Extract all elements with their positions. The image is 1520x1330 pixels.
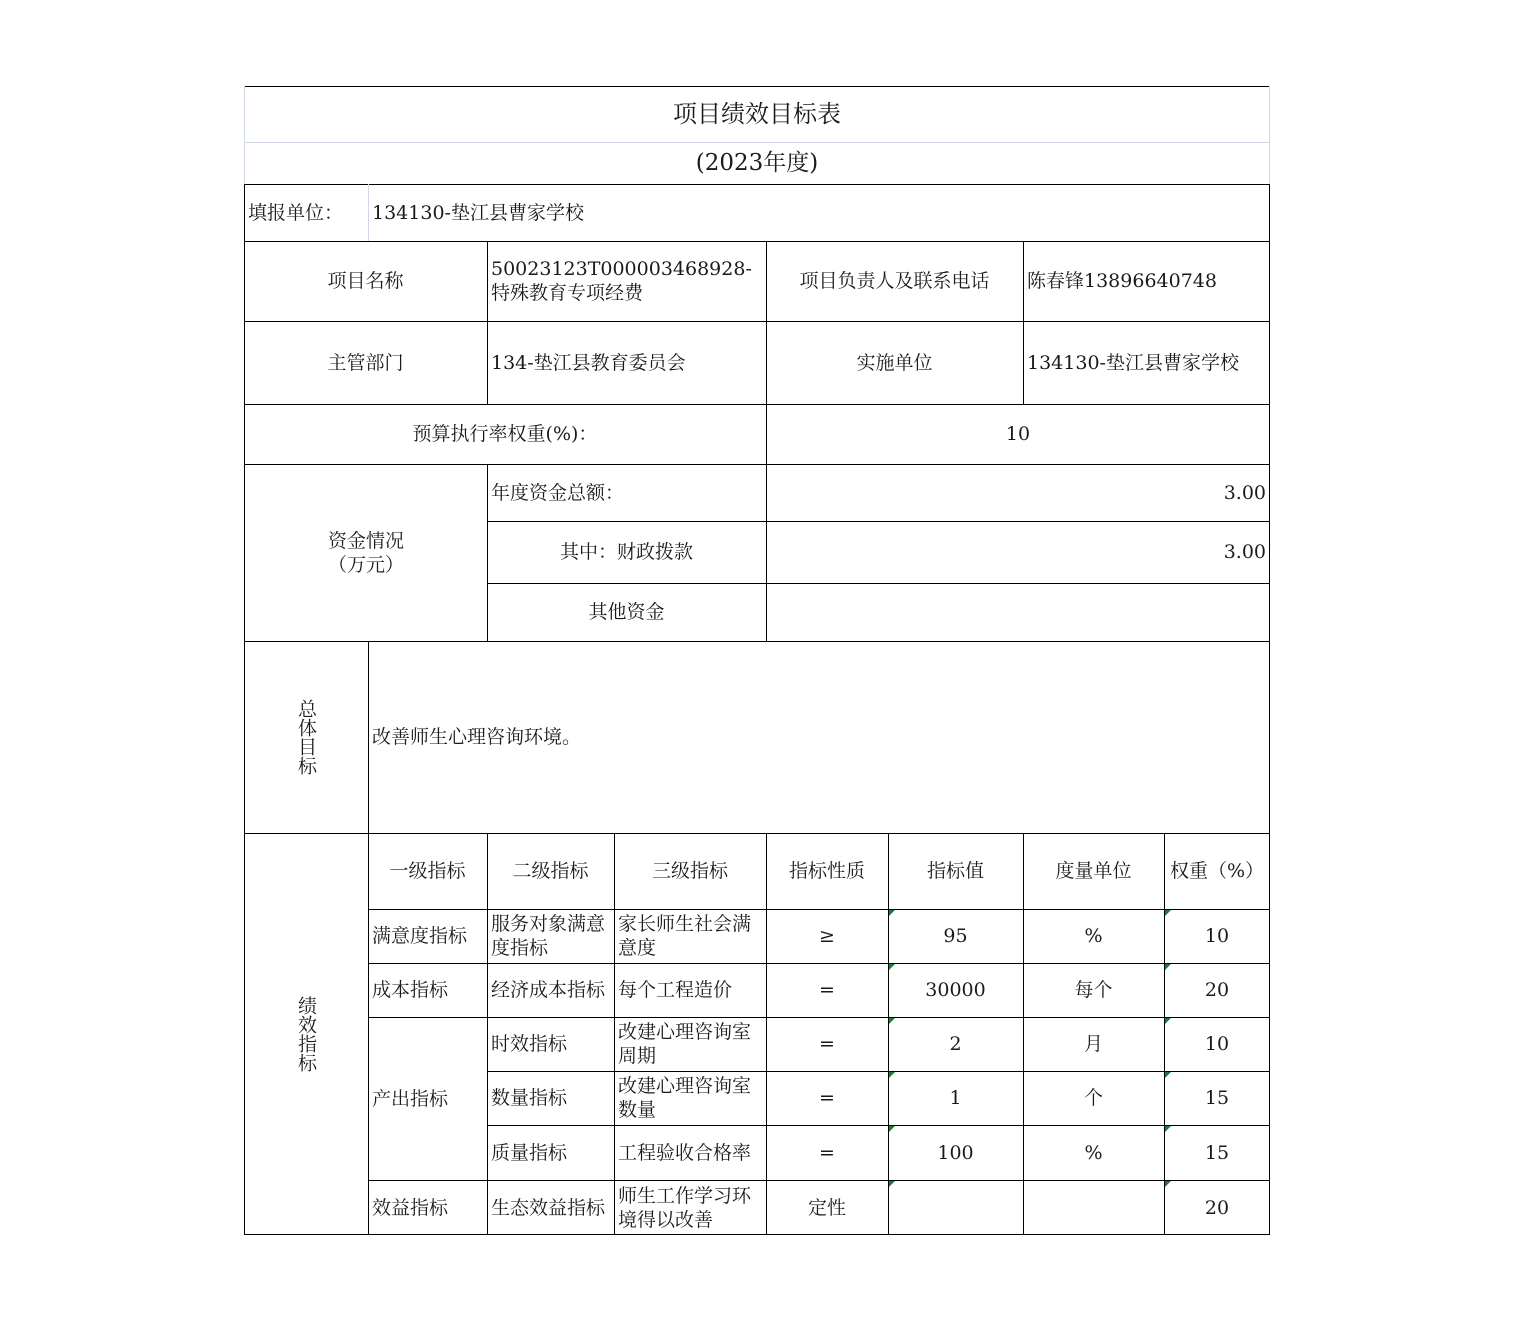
row-weight: 20 <box>1204 1196 1230 1219</box>
perf-label <box>244 833 368 1235</box>
row-level2: 质量指标 <box>491 1141 568 1164</box>
row-nature: = <box>819 1087 835 1109</box>
funds-total-value: 3.00 <box>1223 481 1266 504</box>
level1-benefit: 效益指标 <box>372 1196 449 1219</box>
row-level3: 每个工程造价 <box>618 979 733 1001</box>
level1-satisfaction: 满意度指标 <box>372 925 468 947</box>
row-value: 30000 <box>925 979 986 1001</box>
level1-output: 产出指标 <box>372 1087 449 1110</box>
funds-fiscal-label: 其中：财政拨款 <box>559 541 693 563</box>
header-level1: 一级指标 <box>389 860 466 882</box>
level1-cost: 成本指标 <box>372 979 449 1001</box>
header-weight: 权重（%） <box>1169 860 1265 882</box>
funds-fiscal-value: 3.00 <box>1223 541 1266 563</box>
row-unit: % <box>1084 925 1103 947</box>
cell-comment-flag-icon <box>1165 910 1171 916</box>
dept-label: 主管部门 <box>327 351 404 374</box>
row-value: 100 <box>937 1141 974 1164</box>
row-nature: = <box>819 1141 835 1164</box>
cell-comment-flag-icon <box>1165 1181 1171 1187</box>
row-nature: = <box>819 979 835 1001</box>
header-level3: 三级指标 <box>651 860 728 882</box>
cell-comment-flag-icon <box>1165 1018 1171 1024</box>
goal-value: 改善师生心理咨询环境。 <box>372 726 582 748</box>
dept-value: 134-垫江县教育委员会 <box>491 351 686 374</box>
row-unit: 月 <box>1083 1033 1103 1055</box>
impl-unit-label: 实施单位 <box>856 351 933 374</box>
cell-comment-flag-icon <box>889 910 895 916</box>
row-nature: = <box>819 1033 835 1055</box>
row-unit: 个 <box>1083 1087 1103 1109</box>
row-value: 1 <box>949 1087 962 1109</box>
row-level2: 数量指标 <box>491 1087 568 1109</box>
project-name-value: 50023123T000003468928-特殊教育专项经费 <box>491 258 752 304</box>
cell-comment-flag-icon <box>1165 964 1171 970</box>
row-level3: 工程验收合格率 <box>618 1141 752 1164</box>
funds-total-label: 年度资金总额： <box>491 481 625 504</box>
row-nature: ≥ <box>819 925 835 947</box>
header-value: 指标值 <box>926 860 984 882</box>
row-level2: 时效指标 <box>491 1033 568 1055</box>
funds-other-label: 其他资金 <box>588 601 665 623</box>
cell-comment-flag-icon <box>1165 1126 1171 1132</box>
cell-comment-flag-icon <box>889 964 895 970</box>
sheet-title: 项目绩效目标表 <box>673 100 841 128</box>
header-nature: 指标性质 <box>788 860 865 882</box>
row-unit: % <box>1084 1141 1103 1164</box>
sheet-year: (2023年度) <box>695 150 819 176</box>
row-weight: 15 <box>1204 1141 1230 1164</box>
row-level3: 师生工作学习环境得以改善 <box>618 1184 752 1231</box>
cell-comment-flag-icon <box>889 1181 895 1187</box>
budget-rate-value: 10 <box>1005 423 1031 445</box>
row-level2: 生态效益指标 <box>491 1196 606 1219</box>
unit-label: 填报单位： <box>248 201 344 224</box>
row-level3: 改建心理咨询室周期 <box>618 1021 752 1067</box>
row-nature: 定性 <box>807 1196 846 1219</box>
impl-unit-value: 134130-垫江县曹家学校 <box>1027 351 1239 374</box>
row-weight: 10 <box>1204 925 1230 947</box>
row-weight: 10 <box>1204 1033 1230 1055</box>
cell-comment-flag-icon <box>889 1072 895 1078</box>
goal-label <box>244 641 368 833</box>
goal-label-text: 总体目标 <box>295 699 317 775</box>
row-value: 2 <box>949 1033 962 1055</box>
project-owner-value: 陈春锋13896640748 <box>1027 270 1217 292</box>
budget-rate-label: 预算执行率权重(%)： <box>412 423 598 445</box>
row-unit: 每个 <box>1074 979 1113 1001</box>
performance-target-sheet <box>244 86 1270 1235</box>
row-level2: 经济成本指标 <box>491 979 606 1001</box>
row-value: 95 <box>943 925 968 947</box>
row-level2: 服务对象满意度指标 <box>491 913 606 959</box>
cell-comment-flag-icon <box>889 1126 895 1132</box>
unit-value: 134130-垫江县曹家学校 <box>372 201 584 224</box>
header-level2: 二级指标 <box>512 860 589 882</box>
row-level3: 改建心理咨询室数量 <box>618 1075 752 1121</box>
row-weight: 20 <box>1204 979 1230 1001</box>
row-level3: 家长师生社会满意度 <box>618 913 752 959</box>
row-value <box>888 1180 1023 1235</box>
perf-label-text: 绩效指标 <box>295 996 317 1072</box>
header-unit: 度量单位 <box>1055 860 1132 882</box>
project-owner-label: 项目负责人及联系电话 <box>799 270 990 292</box>
row-unit <box>1023 1180 1164 1235</box>
funds-other-value <box>766 583 1270 641</box>
row-weight: 15 <box>1204 1087 1230 1109</box>
cell-comment-flag-icon <box>1165 1072 1171 1078</box>
project-name-label: 项目名称 <box>327 270 404 292</box>
funds-label: 资金情况（万元） <box>328 529 405 576</box>
cell-comment-flag-icon <box>889 1018 895 1024</box>
